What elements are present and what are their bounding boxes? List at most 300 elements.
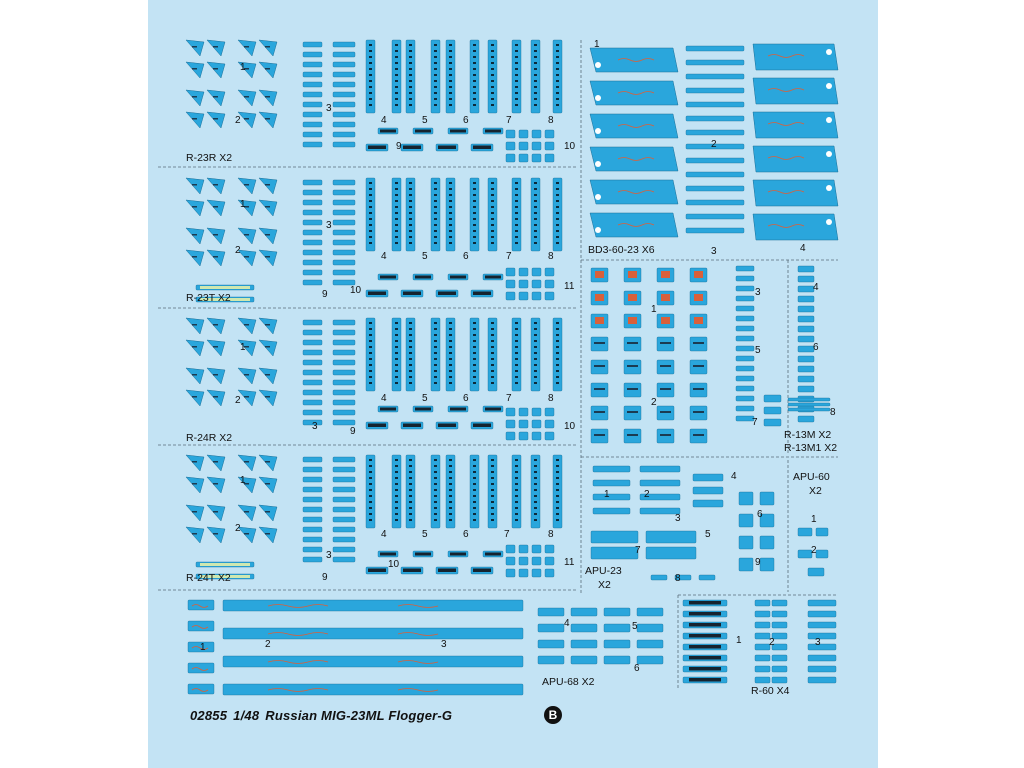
block4-num-4: 4 [381,529,387,540]
fin-stencil [265,461,270,463]
stripe-tick [449,200,452,202]
r13-tile-stencil [660,365,671,367]
stripe-tick [409,236,412,238]
stripe-tick [515,340,518,342]
stripe-tick [369,358,372,360]
stencil-pill [303,280,322,285]
fin-decal [259,90,277,106]
r13-num-5: 5 [755,345,761,356]
stripe-tick [534,519,537,521]
stripe-tick [409,376,412,378]
fin-stencil [213,483,218,485]
stripe-tick [449,459,452,461]
stripe-tick [534,194,537,196]
fin-decal [207,340,225,356]
r13m-designation: R-13M X2 [784,429,832,441]
stripe-tick [449,44,452,46]
stripe-tick [473,352,476,354]
stripe-tick [473,104,476,106]
stripe-tick [491,376,494,378]
window-stripe-dark [368,146,386,150]
stripe-tick [556,477,559,479]
small-square-decal [532,154,541,162]
r60-tab [755,611,770,617]
stripe-tick [556,92,559,94]
stripe-tick [369,364,372,366]
fin-stencil [244,46,249,48]
r13-num-2: 2 [651,397,657,408]
pylon-panel-marker [826,49,832,55]
pylon-stencil-strip [686,214,744,219]
fin-stencil [213,324,218,326]
stripe-tick [409,358,412,360]
stripe-tick [534,50,537,52]
fin-stencil [265,118,270,120]
block4-num-2: 2 [235,523,241,534]
r13-strip-decal [798,366,814,372]
window-stripe-dark [438,292,456,296]
stripe-tick [473,206,476,208]
stripe-tick [449,352,452,354]
window-stripe-dark [485,276,501,279]
stripe-tick [434,507,437,509]
stencil-pill [333,210,355,215]
stencil-pill [303,270,322,275]
fin-decal [238,318,256,334]
r60-name-tag [808,622,836,628]
stripe-tick [434,68,437,70]
stripe-tick [409,224,412,226]
fin-decal [259,40,277,56]
stencil-pill [303,457,322,462]
fin-stencil [244,324,249,326]
stripe-tick [434,358,437,360]
apu23-strip [640,508,680,514]
stripe-tick [449,346,452,348]
stripe-tick [369,489,372,491]
apu23-num-3: 3 [675,513,681,524]
apu68-tile [571,608,597,616]
stripe-tick [449,328,452,330]
stripe-tick [395,230,398,232]
stencil-pill [303,132,322,137]
stripe-tick [409,364,412,366]
r60-tab [755,677,770,683]
fin-stencil [265,206,270,208]
stripe-tick [369,86,372,88]
apu68-tile [571,656,597,664]
guide-stripe-light [200,563,250,566]
stripe-tick [491,477,494,479]
apu68-small-strip [188,663,214,673]
stripe-tick [449,194,452,196]
fin-stencil [244,511,249,513]
stencil-pill [333,527,355,532]
fin-decal [186,40,204,56]
stripe-tick [534,182,537,184]
stencil-pill [303,380,322,385]
stripe-tick [409,346,412,348]
stripe-tick [556,218,559,220]
stripe-tick [473,86,476,88]
stencil-pill [333,72,355,77]
apu23-num-9: 9 [755,557,761,568]
stencil-pill [333,400,355,405]
stripe-tick [395,459,398,461]
stripe-tick [369,382,372,384]
stripe-tick [395,92,398,94]
block1-num-10: 10 [564,141,576,152]
stripe-tick [449,74,452,76]
stripe-tick [491,194,494,196]
stripe-tick [515,212,518,214]
r13-tab-decal [764,395,781,402]
stencil-pill [303,82,322,87]
stripe-tick [434,50,437,52]
stripe-tick [369,188,372,190]
apu23-num-5: 5 [705,529,711,540]
stripe-tick [434,370,437,372]
small-square-decal [532,268,541,276]
stripe-tick [534,489,537,491]
stripe-tick [409,92,412,94]
stripe-tick [409,340,412,342]
stripe-tick [556,334,559,336]
fin-decal [186,200,204,216]
stripe-tick [515,182,518,184]
stripe-tick [409,188,412,190]
stripe-tick [409,507,412,509]
stripe-tick [515,74,518,76]
apu23-tile [739,492,753,505]
apu60-tile [816,550,828,558]
stencil-pill [303,537,322,542]
stencil-pill [333,230,355,235]
fin-stencil [265,346,270,348]
stripe-tick [449,224,452,226]
pylon-panel-decal [590,48,678,72]
apu60-tile [816,528,828,536]
pylon-panel-marker [595,194,601,200]
fin-decal [186,340,204,356]
fin-stencil [213,374,218,376]
small-square-decal [545,408,554,416]
block1-num-5: 5 [422,115,428,126]
window-stripe-dark [380,408,396,411]
fin-decal [259,228,277,244]
stencil-pill [333,270,355,275]
r13-tile-stencil [627,411,638,413]
stripe-tick [369,370,372,372]
fin-decal [238,455,256,471]
apu60-designation: APU-60 [793,471,830,483]
stripe-tick [556,489,559,491]
fin-decal [238,178,256,194]
apu68-long-strip [223,600,523,611]
fin-decal [259,200,277,216]
stripe-tick [556,236,559,238]
apu23-plate [646,531,696,543]
fin-decal [238,90,256,106]
decal-sheet [148,0,878,768]
r13-strip-decal [736,316,754,321]
stripe-tick [534,346,537,348]
small-square-decal [545,569,554,577]
stripe-tick [395,188,398,190]
apu68-num-6: 6 [634,663,640,674]
stripe-tick [515,242,518,244]
r60-tab [772,622,787,628]
fin-decal [259,477,277,493]
stripe-tick [473,188,476,190]
stripe-tick [491,236,494,238]
stripe-tick [434,212,437,214]
fin-decal [259,455,277,471]
stripe-tick [369,340,372,342]
fin-stencil [192,483,197,485]
fin-stencil [192,118,197,120]
pylon-panel-marker [595,161,601,167]
fin-stencil [265,511,270,513]
stripe-tick [449,98,452,100]
sheet-letter-badge: B [544,706,562,724]
apu23-tile [739,514,753,527]
stripe-tick [515,206,518,208]
stripe-tick [534,358,537,360]
small-square-decal [506,292,515,300]
apu60-num-1: 1 [811,514,817,525]
stripe-tick [473,334,476,336]
stripe-tick [491,346,494,348]
apu68-num-3: 3 [441,639,447,650]
block2-num-8: 8 [548,251,554,262]
stripe-tick [556,513,559,515]
stripe-tick [515,376,518,378]
stencil-pill [333,517,355,522]
stripe-tick [409,328,412,330]
stripe-tick [449,364,452,366]
block3-designation: R-24R X2 [186,432,233,444]
window-stripe-dark [403,292,421,296]
block1-num-4: 4 [381,115,387,126]
stencil-pill [303,390,322,395]
stripe-tick [369,182,372,184]
apu68-tile [538,656,564,664]
block2-num-2: 2 [235,245,241,256]
fin-stencil [265,46,270,48]
stripe-tick [556,376,559,378]
stripe-tick [434,206,437,208]
stripe-tick [369,80,372,82]
fin-decal [238,368,256,384]
stripe-tick [491,358,494,360]
apu23-num-8: 8 [675,573,681,584]
pylon-panel-marker [595,128,601,134]
block2-num-4: 4 [381,251,387,262]
r13-tab-decal [764,419,781,426]
stripe-tick [449,483,452,485]
stripe-tick [369,483,372,485]
apu23-tile [739,558,753,571]
block2-num-10: 10 [350,285,362,296]
window-stripe-dark [485,553,501,556]
fin-decal [259,250,277,266]
fin-decal [186,527,204,543]
stripe-tick [395,236,398,238]
stripe-tick [369,224,372,226]
stripe-tick [369,328,372,330]
stencil-pill [333,112,355,117]
block2-num-6: 6 [463,251,469,262]
apu68-tile [571,640,597,648]
stripe-tick [434,56,437,58]
pylon-panel-decal [590,114,678,138]
r13-tile-stencil [693,342,704,344]
block3-num-8: 8 [548,393,554,404]
apu23-num-2: 2 [644,489,650,500]
stencil-pill [333,190,355,195]
r60-designation: R-60 X4 [751,685,790,697]
stripe-tick [434,352,437,354]
r13-strip-decal [798,316,814,322]
window-stripe-dark [485,130,501,133]
stripe-tick [434,340,437,342]
stripe-tick [534,513,537,515]
stripe-tick [515,483,518,485]
stencil-pill [303,102,322,107]
fin-decal [238,228,256,244]
stripe-tick [515,56,518,58]
stripe-tick [491,74,494,76]
pylon-stencil-strip [686,228,744,233]
stripe-tick [449,56,452,58]
stripe-tick [369,62,372,64]
stripe-tick [434,459,437,461]
stripe-tick [491,519,494,521]
stripe-tick [473,471,476,473]
stripe-tick [395,507,398,509]
apu68-tile [604,640,630,648]
stripe-tick [534,80,537,82]
apu23-num-4: 4 [731,471,737,482]
apu68-tile [604,608,630,616]
stripe-tick [491,224,494,226]
pylon-panel-marker [595,62,601,68]
window-stripe-dark [415,553,431,556]
pylon-panel-decal [753,112,838,138]
stripe-tick [556,80,559,82]
small-square-decal [545,268,554,276]
stencil-pill [303,547,322,552]
stencil-pill [303,180,322,185]
window-stripe-dark [473,292,491,296]
apu23-plate [591,547,638,559]
stencil-pill [333,240,355,245]
r60-name-tag [808,600,836,606]
r13-strip-decal [798,386,814,392]
stripe-tick [395,98,398,100]
stripe-tick [473,56,476,58]
stripe-tick [556,465,559,467]
stripe-tick [449,212,452,214]
small-square-decal [506,408,515,416]
small-square-decal [506,432,515,440]
small-square-decal [532,432,541,440]
r13-line-decal [788,403,830,406]
fin-stencil [265,68,270,70]
r13-tile-stencil [693,434,704,436]
stripe-tick [395,200,398,202]
stencil-pill [333,487,355,492]
stripe-tick [491,212,494,214]
pylon-panel-decal [590,81,678,105]
stencil-pill [303,52,322,57]
fin-decal [207,90,225,106]
r13-num-6: 6 [813,342,819,353]
stripe-tick [449,50,452,52]
pylon-panel-marker [826,185,832,191]
r13-tile-stencil [628,294,637,301]
stripe-tick [434,182,437,184]
decal-artwork [148,0,878,768]
stencil-pill [303,400,322,405]
pylon-panel-decal [753,78,838,104]
stripe-tick [491,489,494,491]
r13-strip-decal [736,366,754,371]
stripe-tick [556,519,559,521]
stripe-tick [395,519,398,521]
apu23-num-7: 7 [635,545,641,556]
stripe-tick [369,50,372,52]
window-stripe-dark [380,130,396,133]
fin-decal [259,112,277,128]
stripe-tick [534,236,537,238]
fin-stencil [244,374,249,376]
stripe-tick [409,483,412,485]
stripe-tick [491,334,494,336]
stripe-tick [449,501,452,503]
r60-tab [772,677,787,683]
stripe-tick [515,471,518,473]
guide-stripe-light [200,286,250,289]
stripe-tick [556,346,559,348]
stripe-tick [556,194,559,196]
stripe-tick [395,86,398,88]
stripe-tick [409,382,412,384]
stripe-tick [395,471,398,473]
stencil-pill [303,72,322,77]
window-stripe-dark [368,569,386,573]
stripe-tick [473,74,476,76]
stripe-tick [556,507,559,509]
pylon-panel-decal [753,180,838,206]
r60-num-2: 2 [769,637,775,648]
pylon-panel-decal [590,213,678,237]
stencil-pill [303,230,322,235]
stripe-tick [491,200,494,202]
stripe-tick [369,501,372,503]
stripe-tick [369,56,372,58]
stripe-tick [473,182,476,184]
pylon-stencil-strip [686,102,744,107]
stripe-tick [395,194,398,196]
stripe-tick [556,86,559,88]
block1-num-6: 6 [463,115,469,126]
stencil-pill [333,260,355,265]
stencil-pill [333,82,355,87]
stripe-tick [534,200,537,202]
stripe-tick [409,86,412,88]
